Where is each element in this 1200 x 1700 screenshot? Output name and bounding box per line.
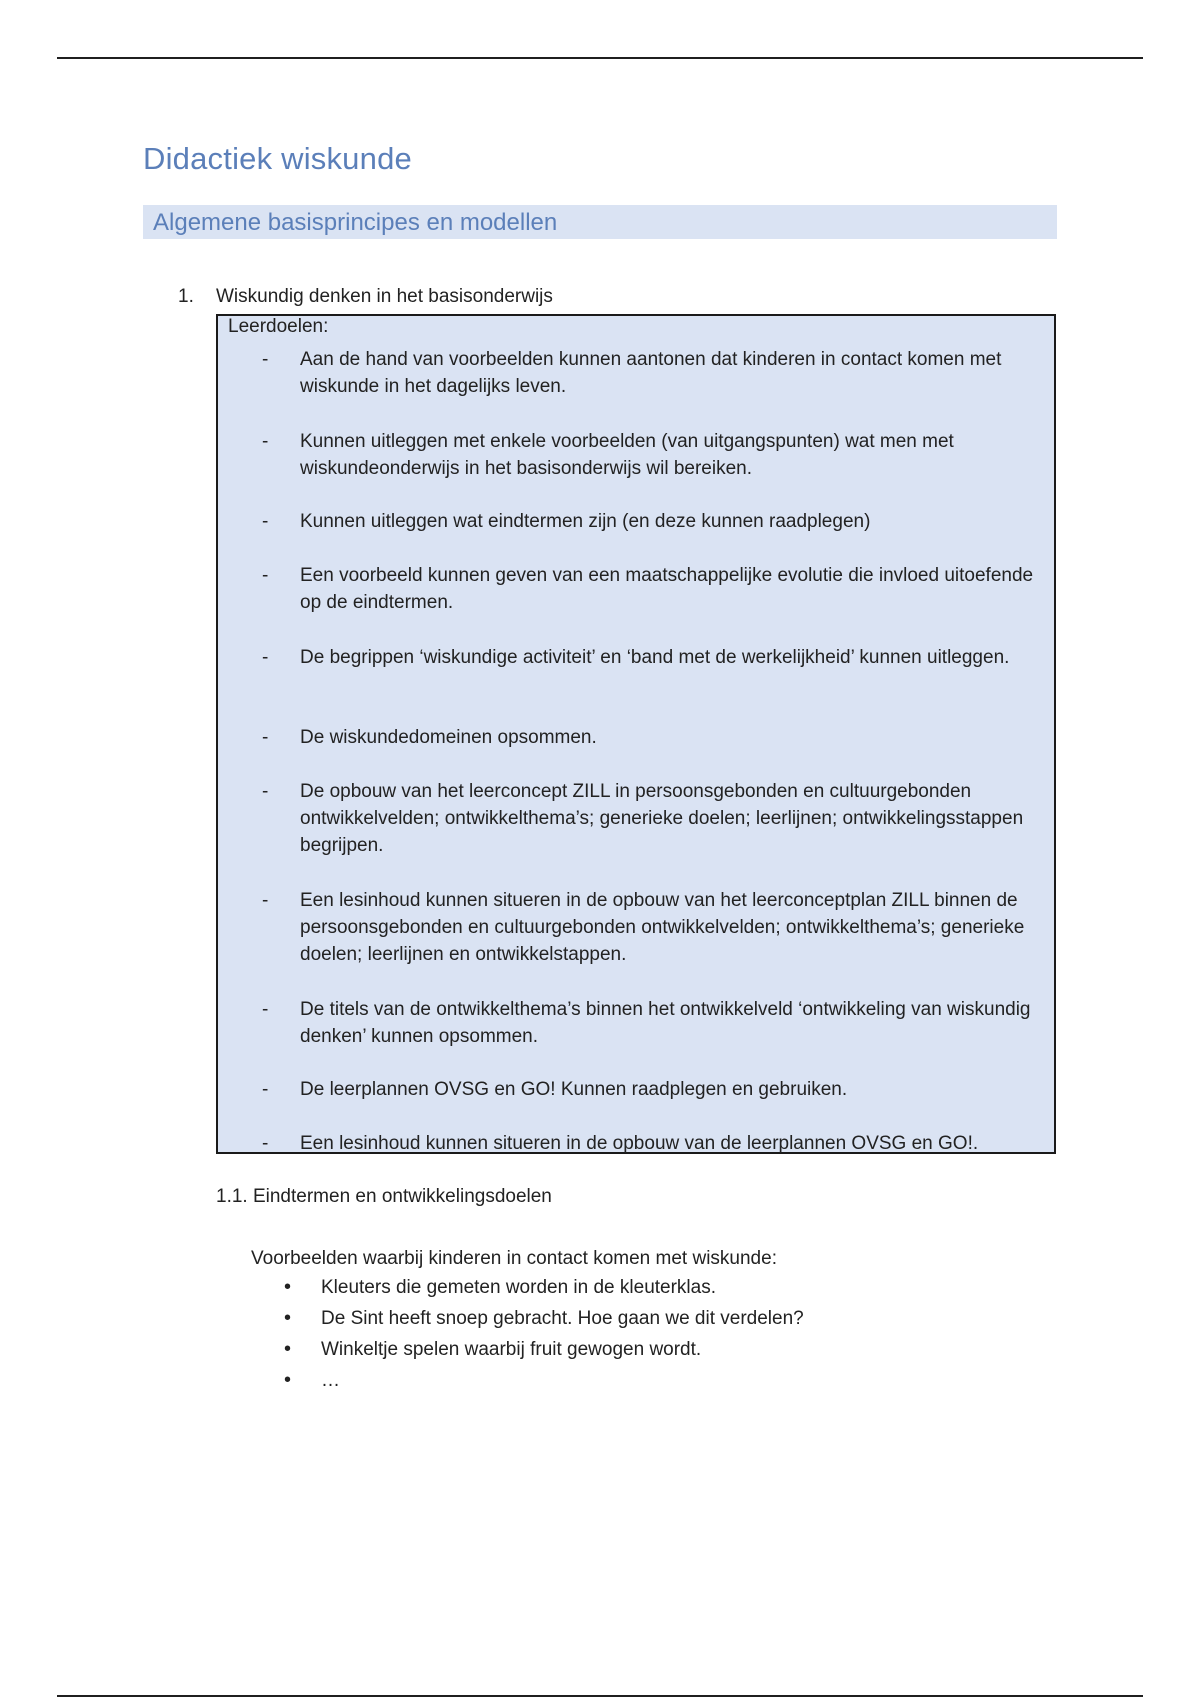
goal-text: Kunnen uitleggen wat eindtermen zijn (en deze kunnen raadplegen) <box>300 511 871 532</box>
learning-goals-box <box>216 314 1056 1154</box>
bullet-icon: • <box>284 1276 292 1298</box>
goal-text: Een lesinhoud kunnen situeren in de opbouw van de leerplannen OVSG en GO!. <box>300 1133 979 1154</box>
list-item-text: Kleuters die gemeten worden in de kleuterklas. <box>321 1277 717 1298</box>
goal-dash: - <box>262 890 269 911</box>
list-item-text: Winkeltje spelen waarbij fruit gewogen wordt. <box>321 1339 702 1360</box>
goal-dash: - <box>262 647 269 668</box>
header-rule <box>57 57 1143 59</box>
subsection-heading: 1.1. Eindtermen en ontwikkelingsdoelen <box>216 1186 552 1207</box>
goal-dash: - <box>262 565 269 586</box>
goal-dash: - <box>262 349 269 370</box>
goal-dash: - <box>262 431 269 452</box>
goal-text: Kunnen uitleggen met enkele voorbeelden (van uitgangspunten) wat men met wiskundeonderwijs in het basisonderwijs wil bereiken. <box>300 431 954 479</box>
list-item-text: De Sint heeft snoep gebracht. Hoe gaan we dit verdelen? <box>321 1308 804 1329</box>
bullet-icon: • <box>284 1338 292 1360</box>
list-item-text: … <box>321 1370 340 1391</box>
goal-text: De leerplannen OVSG en GO! Kunnen raadplegen en gebruiken. <box>300 1079 848 1100</box>
goal-text: De opbouw van het leerconcept ZILL in persoonsgebonden en cultuurgebonden ontwikkelvelden; ontwikkelthema’s; generieke doelen; leerlijnen; ontwikkelingsstappen begrijpen. <box>300 781 1024 856</box>
goal-text: Aan de hand van voorbeelden kunnen aantonen dat kinderen in contact komen met wiskunde in het dagelijks leven. <box>300 349 1002 397</box>
goal-dash: - <box>262 727 269 748</box>
goal-text: De begrippen ‘wiskundige activiteit’ en ‘band met de werkelijkheid’ kunnen uitleggen. <box>300 647 1010 668</box>
goal-dash: - <box>262 1079 269 1100</box>
footer-rule <box>57 1695 1143 1697</box>
examples-intro: Voorbeelden waarbij kinderen in contact komen met wiskunde: <box>251 1248 777 1269</box>
learning-goals-title: Leerdoelen: <box>228 316 329 337</box>
goal-dash: - <box>262 511 269 532</box>
goal-text: Een lesinhoud kunnen situeren in de opbouw van het leerconceptplan ZILL binnen de persoonsgebonden en cultuurgebonden ontwikkelvelden; ontwikkelthema’s; generieke doelen; leerlijnen en ontwikkelstappen. <box>300 890 1025 965</box>
goal-text: De wiskundedomeinen opsommen. <box>300 727 597 748</box>
section-heading <box>143 205 1057 239</box>
goal-text: Een voorbeeld kunnen geven van een maatschappelijke evolutie die invloed uitoefende op de eindtermen. <box>300 565 1034 613</box>
goal-text: De titels van de ontwikkelthema’s binnen het ontwikkelveld ‘ontwikkeling van wiskundig denken’ kunnen opsommen. <box>300 999 1031 1047</box>
section-heading-text: Algemene basisprincipes en modellen <box>153 209 558 236</box>
document-title: Didactiek wiskunde <box>143 141 412 176</box>
goal-dash: - <box>262 999 269 1020</box>
bullet-icon: • <box>284 1369 292 1391</box>
goal-dash: - <box>262 781 269 802</box>
item-number: 1. <box>178 286 194 307</box>
item-text: Wiskundig denken in het basisonderwijs <box>216 286 553 307</box>
goal-dash: - <box>262 1133 269 1154</box>
bullet-icon: • <box>284 1307 292 1329</box>
